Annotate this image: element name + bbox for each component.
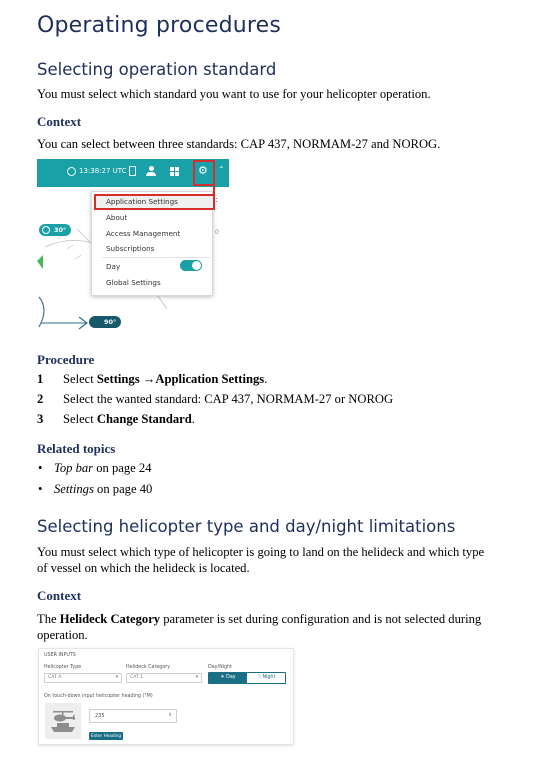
helicopter-icon: [45, 703, 81, 739]
helicopter-type-select[interactable]: CAT A ▾: [44, 673, 122, 683]
helicopter-image: [45, 703, 81, 739]
day-option[interactable]: ☀ Day: [209, 673, 247, 683]
chevron-down-icon: ▾: [195, 675, 198, 680]
angle-badge-bottom: 90°: [89, 316, 121, 328]
night-option[interactable]: ☽ Night: [256, 675, 276, 680]
context-heading-2: Context: [37, 588, 82, 603]
day-night-toggle: [208, 672, 286, 684]
day-night-label: Day/Night: [208, 665, 232, 670]
section-heading-helicopter-type: Selecting helicopter type and day/night limitations: [37, 517, 456, 536]
side-marker-2: 0: [215, 229, 219, 236]
step-3: Select Change Standard.: [63, 412, 195, 426]
context-text-2-line2: operation.: [37, 628, 88, 642]
helideck-category-select[interactable]: CAT 1 ▾: [126, 673, 202, 683]
procedure-heading: Procedure: [37, 352, 95, 367]
gear-icon[interactable]: ⚙: [198, 164, 208, 177]
section2-intro-line2: of vessel on which the helideck is located.: [37, 561, 250, 575]
heading-input[interactable]: 235 ⇕: [89, 709, 177, 723]
enter-heading-button[interactable]: Enter Heading: [91, 733, 121, 738]
chevron-up-icon[interactable]: ⌃: [218, 165, 225, 174]
menu-item-application-settings[interactable]: Application Settings: [106, 197, 178, 206]
context-heading: Context: [37, 114, 82, 129]
utc-time: 13:38:27 UTC: [79, 167, 127, 175]
stepper-icon[interactable]: ⇕: [168, 713, 172, 718]
user-inputs-screenshot: [38, 648, 294, 745]
helicopter-type-label: Helicopter Type: [44, 665, 82, 670]
page-title: Operating procedures: [37, 13, 282, 38]
menu-item-access-management[interactable]: Access Management: [106, 229, 181, 238]
bullet: •: [38, 482, 43, 496]
side-marker: :: [215, 195, 218, 204]
related-link-top-bar[interactable]: Top bar on page 24: [54, 461, 152, 475]
day-toggle[interactable]: [180, 260, 202, 271]
settings-dropdown-menu: [91, 191, 213, 296]
bullet: •: [38, 461, 43, 475]
context-text: You can select between three standards: CAP 437, NORMAM-27 and NOROG.: [37, 137, 441, 151]
section2-intro-line1: You must select which type of helicopter is going to land on the helideck and which type: [37, 545, 485, 559]
menu-item-day: Day: [106, 262, 121, 271]
section-heading-operation-standard: Selecting operation standard: [37, 60, 277, 79]
related-link-settings[interactable]: Settings on page 40: [54, 482, 153, 496]
user-inputs-label: USER INPUTS: [44, 653, 76, 658]
settings-menu-screenshot: [37, 159, 229, 334]
angle-badge-top: 30°: [39, 224, 71, 236]
step-number: 3: [37, 412, 44, 426]
menu-divider: [102, 257, 210, 258]
section1-intro: You must select which standard you want to use for your helicopter operation.: [37, 87, 431, 101]
helideck-category-label: Helideck Category: [126, 665, 171, 670]
step-number: 1: [37, 372, 44, 386]
menu-item-subscriptions[interactable]: Subscriptions: [106, 244, 155, 253]
related-topics-heading: Related topics: [37, 441, 116, 456]
menu-item-global-settings[interactable]: Global Settings: [106, 278, 161, 287]
heading-input-label: On touch-down input helicopter heading (°M): [44, 694, 153, 699]
context-text-2: The Helideck Category parameter is set during configuration and is not selected during: [37, 612, 482, 626]
chevron-down-icon: ▾: [115, 675, 118, 680]
step-2: Select the wanted standard: CAP 437, NORMAM-27 or NOROG: [63, 392, 394, 406]
step-number: 2: [37, 392, 44, 406]
menu-item-about[interactable]: About: [106, 213, 128, 222]
step-1: Select Settings →Application Settings.: [63, 372, 268, 386]
